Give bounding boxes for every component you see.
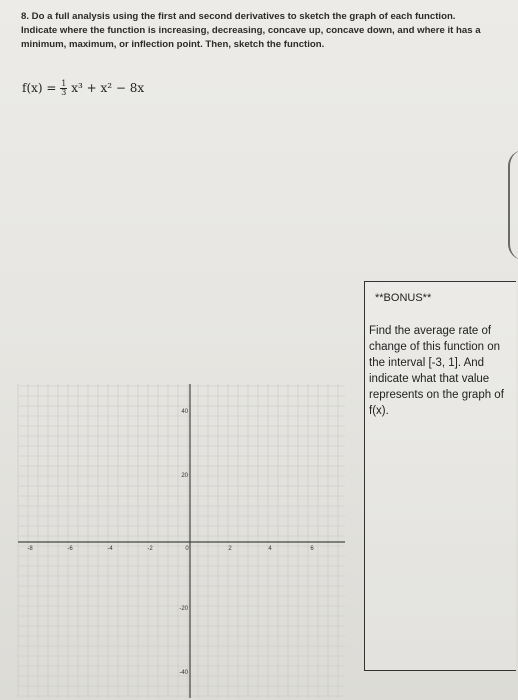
function-formula	[22, 80, 144, 97]
x-tick-label: 6	[310, 546, 314, 552]
formula-fraction	[60, 80, 67, 97]
x-tick-label: -4	[107, 546, 113, 552]
x-tick-label: 0	[185, 546, 189, 552]
x-tick-label: -2	[147, 546, 153, 552]
formula-lhs: f(x) =	[22, 81, 61, 95]
bonus-title: **BONUS**	[375, 292, 432, 304]
x-tick-label: -6	[67, 546, 73, 552]
y-tick-label: 20	[181, 473, 188, 479]
y-tick-label: -20	[179, 606, 188, 612]
graph-grid	[0, 380, 360, 700]
problem-text: 8. Do a full analysis using the first and second derivatives to sketch the graph of each function. Indicate where the function is increasing, decreasing, concave up, concave down, and where it has a minimum, maximum, or inflection point. Then, sketch the function.	[21, 11, 481, 50]
binder-hole	[508, 150, 518, 260]
fraction-denominator: 3	[61, 88, 67, 97]
x-tick-label: -8	[27, 546, 33, 552]
formula-terms: x³ + x² − 8x	[71, 81, 145, 95]
x-tick-label: 2	[228, 546, 232, 552]
grid-lines	[18, 384, 345, 698]
y-tick-label: -40	[179, 670, 188, 676]
bonus-box	[364, 281, 516, 671]
y-tick-label: 40	[181, 409, 188, 415]
bonus-text: Find the average rate of change of this function on the interval [-3, 1]. And indicate what that value represents on the graph of f(x).	[369, 325, 504, 417]
x-tick-label: 4	[268, 546, 272, 552]
fraction-numerator: 1	[61, 79, 67, 88]
